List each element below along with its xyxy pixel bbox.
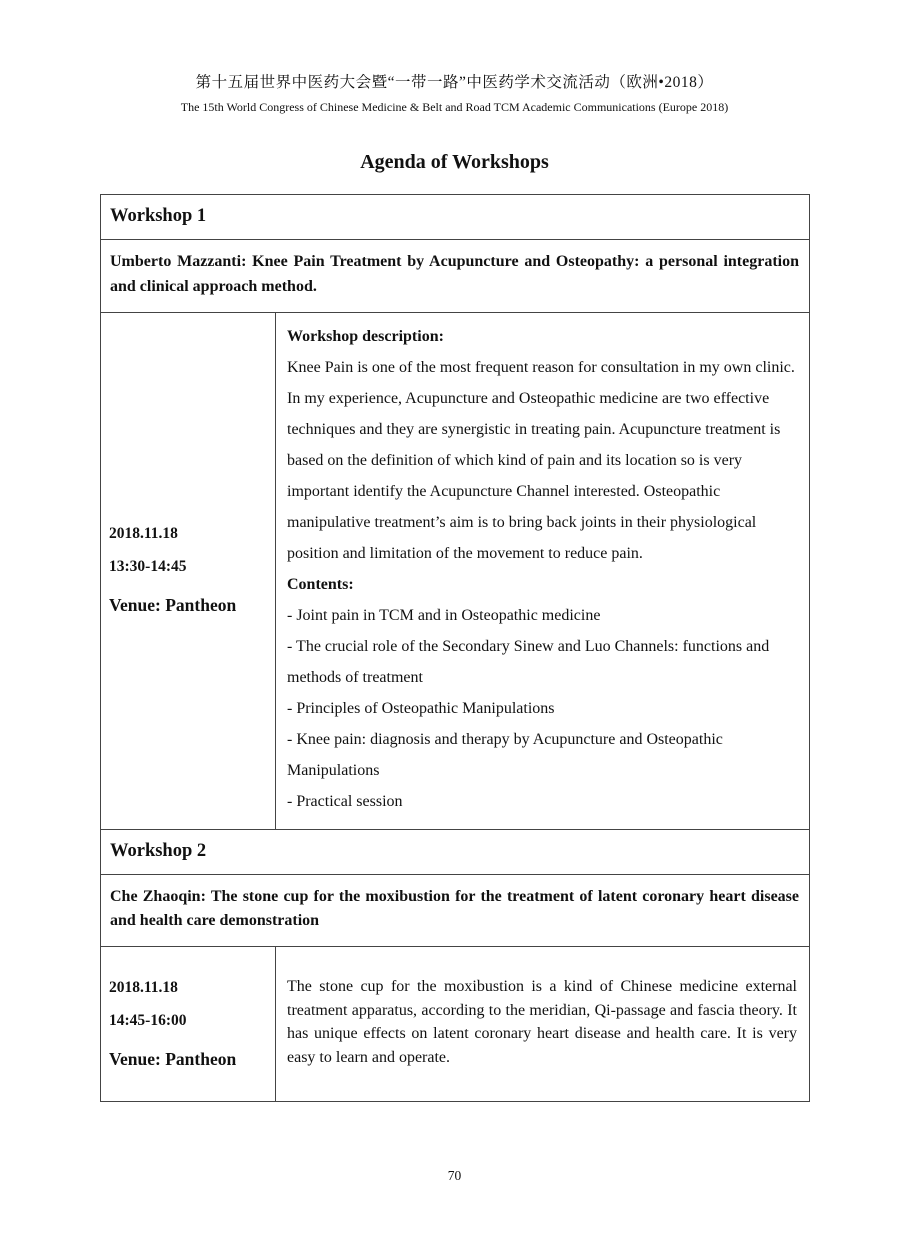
workshop-1-description-cell (276, 313, 809, 829)
congress-title-english: The 15th World Congress of Chinese Medicine & Belt and Road TCM Academic Communications (Europe 2018) (180, 100, 729, 114)
workshop-2-speaker-topic: Che Zhaoqin: The stone cup for the moxibustion for the treatment of latent coronary heart disease and health care demonstration (101, 875, 809, 948)
workshop-2-venue: Venue: Pantheon (109, 1048, 237, 1069)
workshop-1-contents-item: - Principles of Osteopathic Manipulations (287, 699, 555, 717)
workshop-2-schedule-cell (101, 947, 276, 1101)
workshop-1-contents-item: - The crucial role of the Secondary Sinew and Luo Channels: functions and methods of treatment (287, 637, 770, 686)
workshop-1-contents-label: Contents: (287, 575, 354, 593)
workshop-1-schedule-cell (101, 313, 276, 829)
workshops-table (100, 194, 810, 1102)
workshop-2-description-text: The stone cup for the moxibustion is a kind of Chinese medicine external treatment apparatus, according to the meridian, Qi-passage and fascia theory. It has unique effects on latent coronary heart disease and health care. It is very easy to learn and operate. (287, 978, 797, 1066)
workshop-1-contents-item: - Joint pain in TCM and in Osteopathic medicine (287, 606, 601, 624)
document-header (0, 70, 909, 115)
workshop-2-detail-row (101, 947, 809, 1101)
workshop-1-description-text: Knee Pain is one of the most frequent reason for consultation in my own clinic. In my experience, Acupuncture and Osteopathic medicine are two effective techniques and they are synergistic in treating pain. Acupuncture treatment is based on the definition of which kind of pain and its location so is very important identify the Acupuncture Channel interested. Osteopathic manipulative treatment’s aim is to bring back joints in their physiological position and limitation of the movement to reduce pain. (287, 358, 795, 562)
workshop-1-venue: Venue: Pantheon (109, 595, 237, 616)
workshop-2-time: 14:45-16:00 (109, 1011, 187, 1029)
workshop-1-contents-item: - Practical session (287, 792, 403, 810)
workshop-1-description-label: Workshop description: (287, 327, 444, 345)
workshop-1-speaker-topic: Umberto Mazzanti: Knee Pain Treatment by Acupuncture and Osteopathy: a personal integration and clinical approach method. (101, 240, 809, 313)
page-title: Agenda of Workshops (360, 151, 549, 173)
document-footer (0, 1168, 909, 1184)
page-number: 70 (447, 1168, 462, 1183)
workshop-2-title: Workshop 2 (101, 830, 809, 875)
congress-title-chinese: 第十五届世界中医药大会暨“一带一路”中医药学术交流活动（欧洲•2018） (195, 74, 714, 91)
workshop-1-date: 2018.11.18 (109, 525, 178, 543)
workshop-2-description-cell (276, 947, 809, 1101)
workshop-1-title: Workshop 1 (101, 195, 809, 240)
workshop-1-detail-row (101, 313, 809, 830)
workshop-2-date: 2018.11.18 (109, 978, 178, 996)
workshop-1-contents-item: - Knee pain: diagnosis and therapy by Acupuncture and Osteopathic Manipulations (287, 730, 723, 779)
workshop-1-time: 13:30-14:45 (109, 558, 187, 576)
